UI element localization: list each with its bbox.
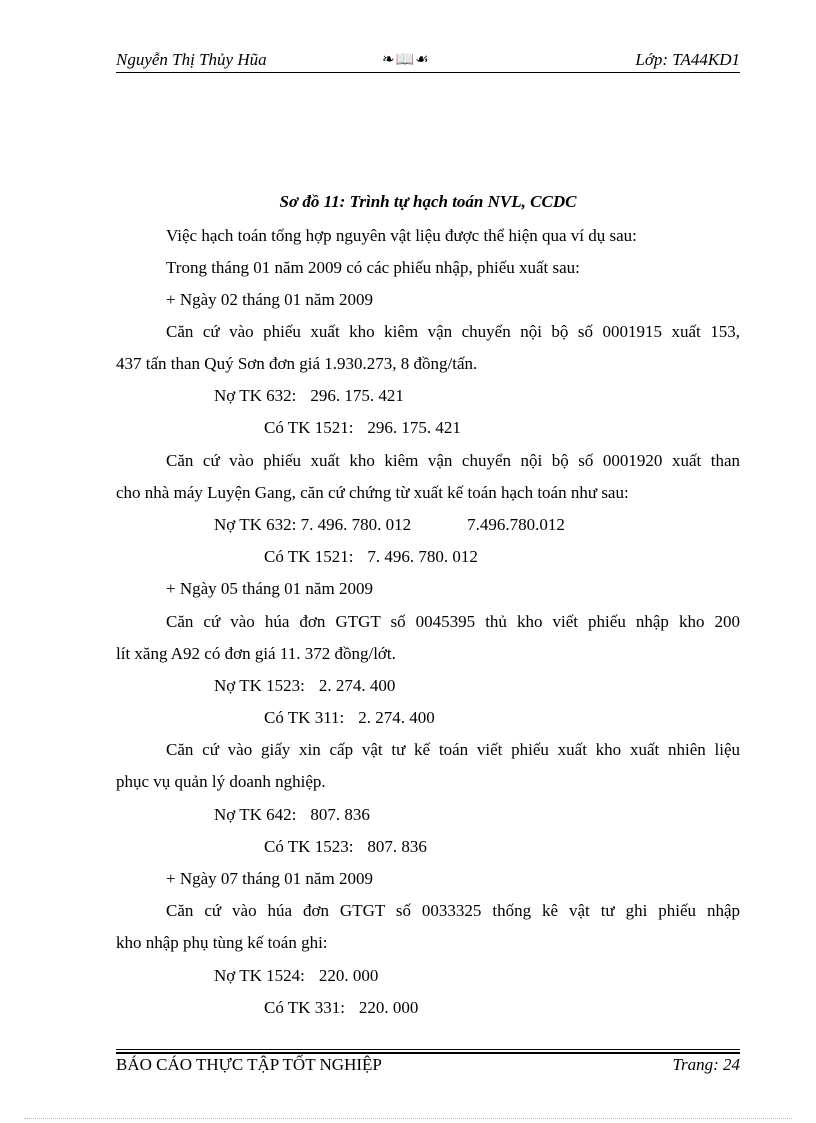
journal-credit [264, 708, 435, 728]
amount: 296. 175. 421 [367, 418, 461, 437]
page-edge-guide [24, 1118, 792, 1119]
amount: 220. 000 [318, 966, 379, 985]
account-label: Nợ TK 1524: [214, 966, 305, 985]
account-label: Nợ TK 1523: [214, 676, 305, 695]
amount: 807. 836 [310, 805, 370, 824]
body-line: Việc hạch toán tổng hợp nguyên vật liệu được thể hiện qua ví dụ sau: [166, 226, 637, 245]
amount: 7. 496. 780. 012 [367, 547, 478, 566]
journal-debit [214, 805, 370, 825]
body-line: 437 tấn than Quý Sơn đơn giá 1.930.273, 8 đồng/tấn. [116, 354, 478, 373]
date-line: + Ngày 05 tháng 01 năm 2009 [166, 579, 373, 598]
amount: 2. 274. 400 [358, 708, 435, 727]
body-line: Căn cứ vào giấy xin cấp vật tư kế toán viết phiếu xuất kho xuất nhiên liệu [166, 740, 740, 759]
journal-credit [264, 418, 461, 438]
body-line: Căn cứ vào phiếu xuất kho kiêm vận chuyển nội bộ số 0001920 xuất than [166, 451, 740, 470]
diagram-title: Sơ đồ 11: Trình tự hạch toán NVL, CCDC [279, 192, 577, 211]
body-line: kho nhập phụ tùng kế toán ghi: [116, 933, 328, 952]
journal-credit [264, 998, 418, 1018]
account-label: Có TK 1521: [264, 547, 354, 566]
author-name: Nguyễn Thị Thủy Hũa [116, 50, 267, 69]
account-label: Có TK 311: [264, 708, 345, 727]
body-line: Căn cứ vào phiếu xuất kho kiêm vận chuyển nội bộ số 0001915 xuất 153, [166, 322, 740, 341]
footer-divider [116, 1049, 740, 1050]
amount: 807. 836 [367, 837, 427, 856]
report-title: BÁO CÁO THỰC TẬP TỐT NGHIỆP [116, 1055, 382, 1074]
account-label: Nợ TK 632: [214, 386, 297, 405]
header-divider [116, 72, 740, 73]
date-line: + Ngày 02 tháng 01 năm 2009 [166, 290, 373, 309]
journal-debit [214, 515, 565, 535]
journal-credit [264, 547, 478, 567]
account-label: Nợ TK 642: [214, 805, 297, 824]
journal-debit [214, 386, 404, 406]
body-line: Căn cứ vào húa đơn GTGT số 0045395 thủ kho viết phiếu nhập kho 200 [166, 612, 740, 631]
body-line: Căn cứ vào húa đơn GTGT số 0033325 thống kê vật tư ghi phiếu nhập [166, 901, 740, 920]
account-label: Có TK 331: [264, 998, 345, 1017]
body-line: phục vụ quản lý doanh nghiệp. [116, 772, 326, 791]
body-line: Trong tháng 01 năm 2009 có các phiếu nhập, phiếu xuất sau: [166, 258, 580, 277]
book-ornament-icon: ❧📖☙ [382, 52, 430, 68]
date-line: + Ngày 07 tháng 01 năm 2009 [166, 869, 373, 888]
journal-debit [214, 676, 395, 696]
amount: 296. 175. 421 [310, 386, 404, 405]
amount: 220. 000 [358, 998, 419, 1017]
amount: 7.496.780.012 [467, 515, 565, 534]
body-line: lít xăng A92 có đơn giá 11. 372 đồng/lớt. [116, 644, 396, 663]
account-label: Có TK 1521: [264, 418, 354, 437]
footer-divider-thick [116, 1052, 740, 1054]
page-header [116, 48, 740, 74]
body-line: cho nhà máy Luyện Gang, căn cứ chứng từ xuất kế toán hạch toán như sau: [116, 483, 629, 502]
journal-credit [264, 837, 427, 857]
journal-debit [214, 966, 378, 986]
account-label: Có TK 1523: [264, 837, 354, 856]
page-number: Trang: 24 [672, 1055, 740, 1074]
class-label: Lớp: TA44KD1 [635, 50, 740, 69]
amount: 2. 274. 400 [318, 676, 396, 695]
account-label: Nợ TK 632: 7. 496. 780. 012 [214, 515, 412, 534]
